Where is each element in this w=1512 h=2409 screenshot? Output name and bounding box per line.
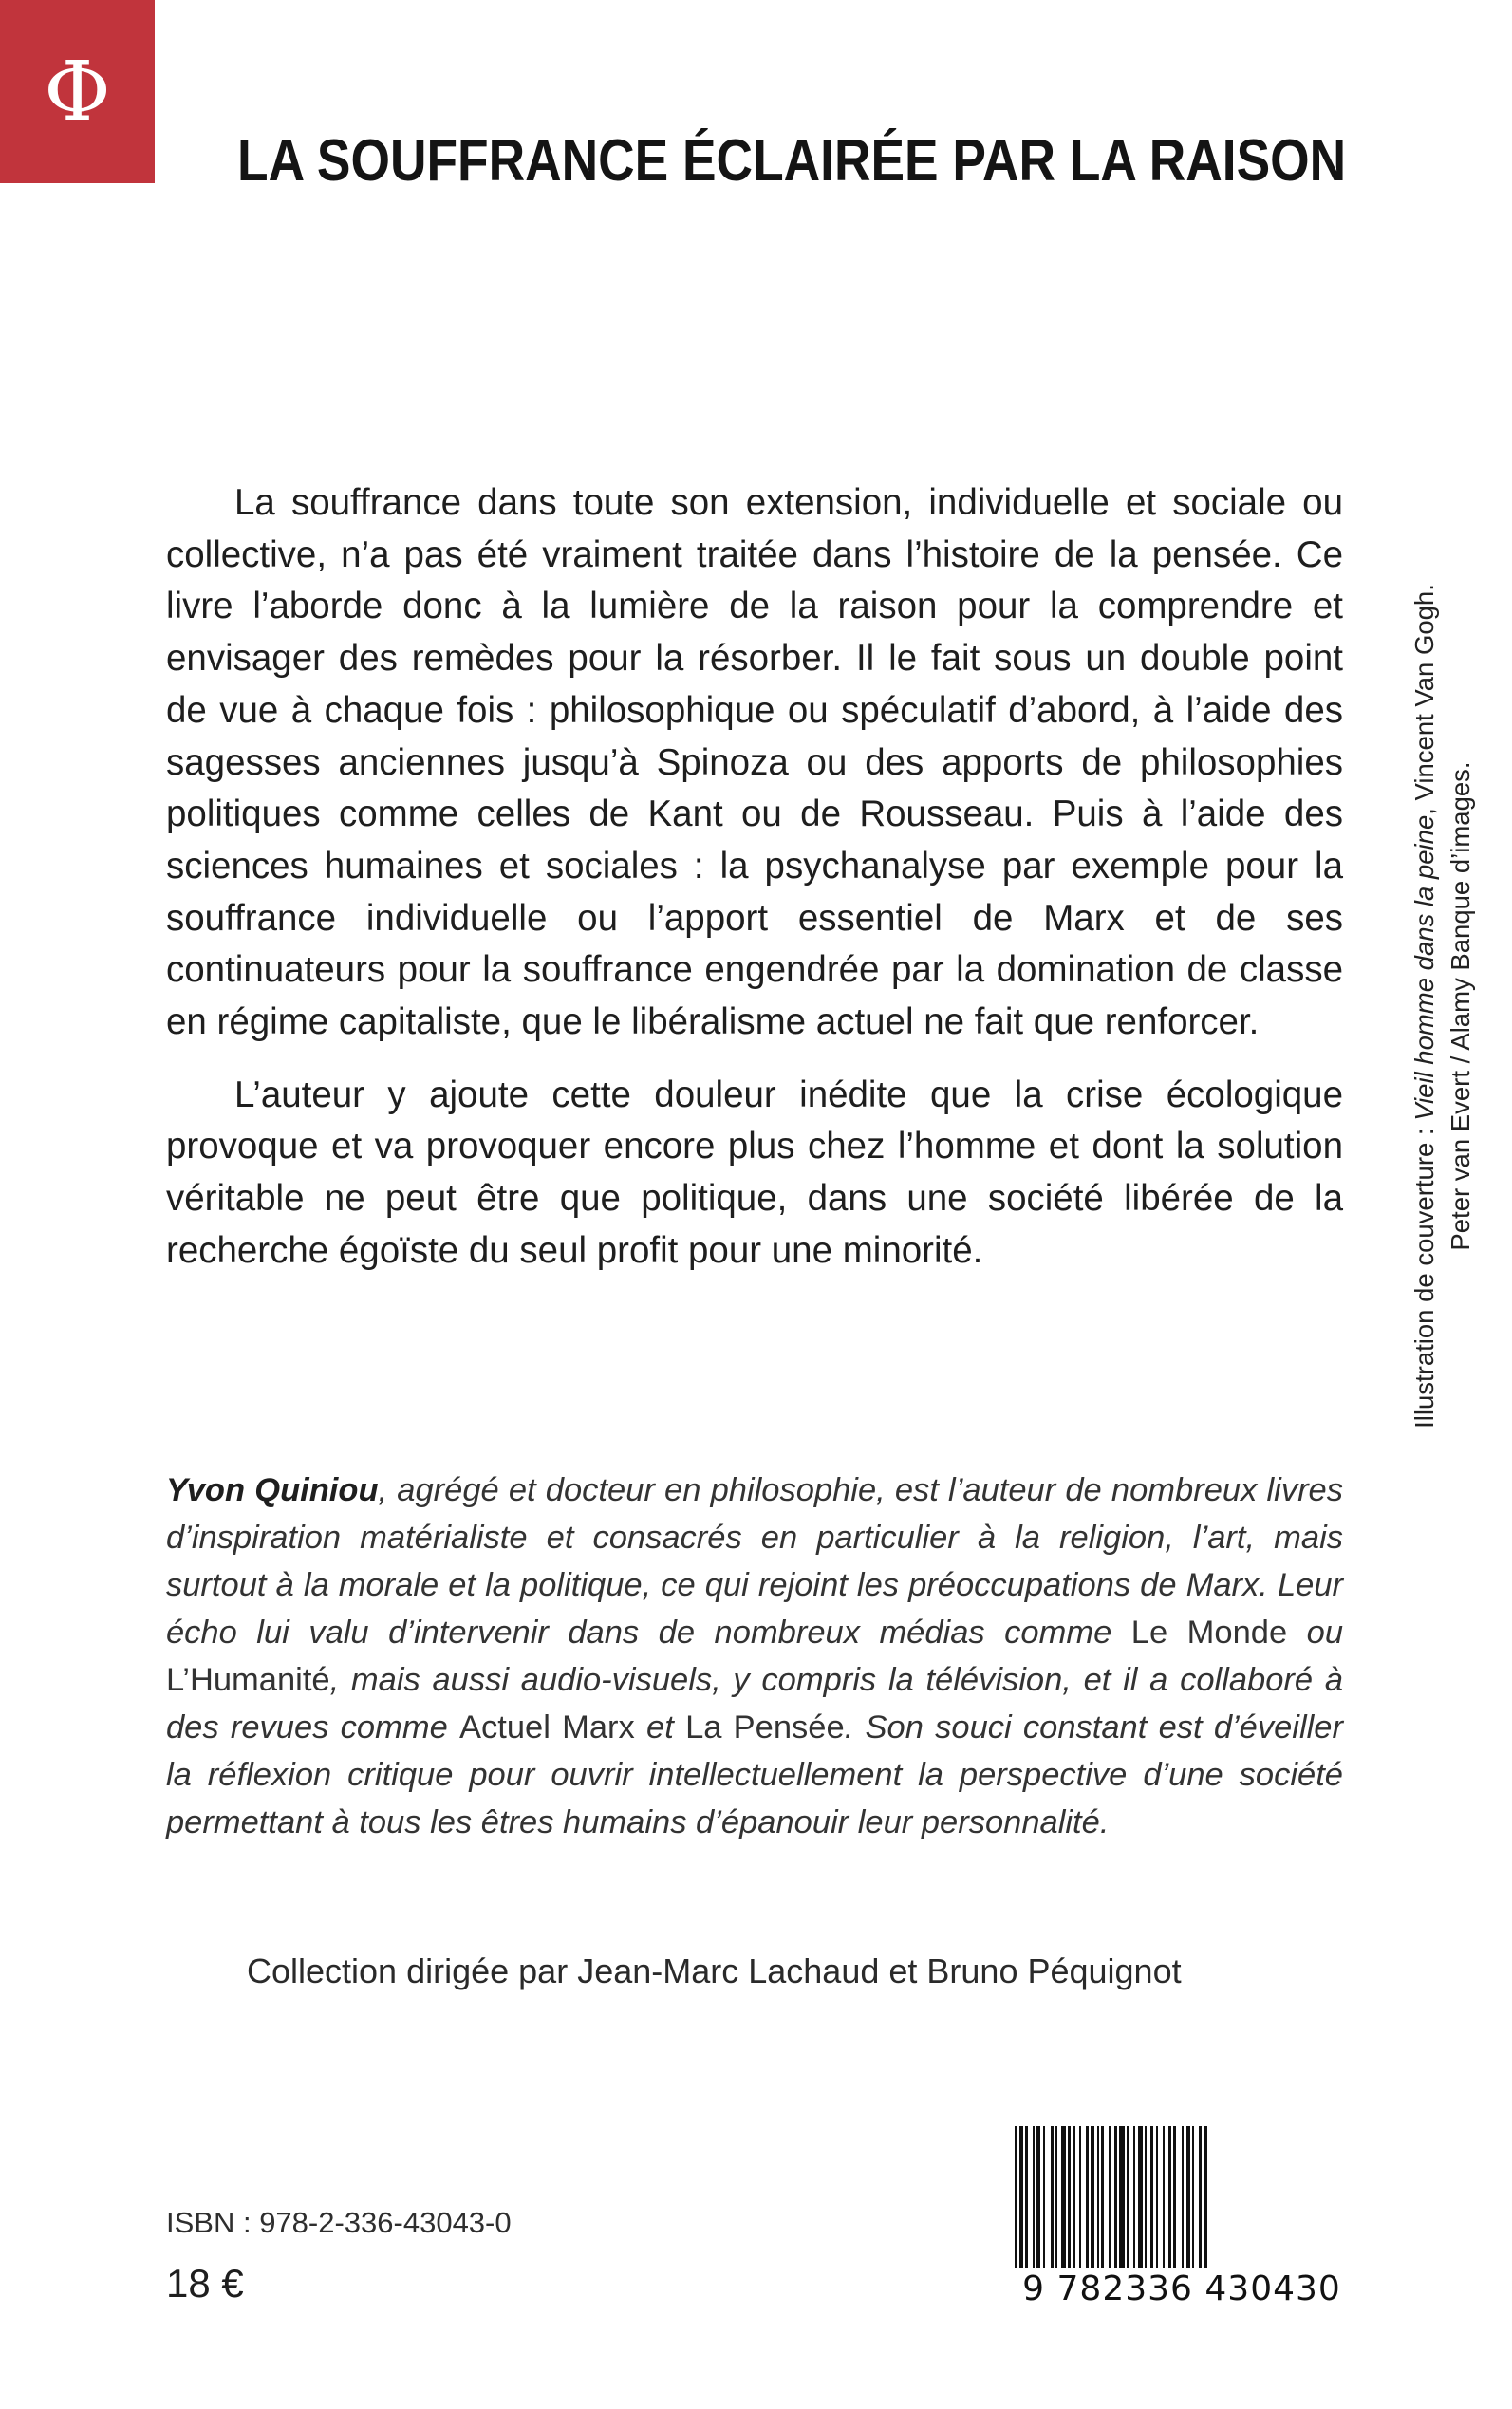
barcode-bar — [1114, 2126, 1117, 2278]
barcode-bar — [1119, 2126, 1125, 2278]
barcode-bar — [1015, 2126, 1017, 2278]
cover-illustration-credit — [1407, 532, 1479, 1481]
journal-name: La Pensée — [685, 1709, 845, 1746]
barcode-bar — [1025, 2126, 1028, 2278]
barcode-bar — [1204, 2126, 1207, 2278]
summary-paragraph: La souffrance dans toute son extension, individuelle et sociale ou collective, n’a pas été vraiment traitée dans l’histoire de la pensée. Ce livre l’aborde donc à la lumière de la raison pour la comprendre et envisager des remèdes pour la résorber. Il le fait sous un double point de vue à chaque fois : philosophique ou spéculatif d’abord, à l’aide des sagesses anciennes jusqu’à Spinoza ou des apports de philosophies politiques comme celles de Kant ou de Rousseau. Puis à l’aide des sciences humaines et sociales : la psychanalyse par exemple pour la souffrance individuelle ou l’apport essentiel de Marx et de ses continuateurs pour la souffrance engendrée par la domination de classe en régime capitaliste, que le libéralisme actuel ne fait que renforcer. — [166, 482, 1343, 1043]
barcode-bar — [1138, 2126, 1143, 2278]
barcode-bar — [1079, 2126, 1081, 2278]
barcode-bar — [1127, 2126, 1129, 2278]
credit-line-1 — [1407, 532, 1443, 1481]
bio-text: , mais aussi audio-visuels, y compris la télévision, et il a collaboré à des revues comme — [166, 1662, 1343, 1746]
barcode-bar — [1061, 2126, 1066, 2278]
isbn: ISBN : 978-2-336-43043-0 — [166, 2206, 512, 2239]
barcode — [1011, 2126, 1353, 2316]
barcode-bar — [1150, 2126, 1153, 2278]
barcode-bar — [1109, 2126, 1111, 2278]
barcode-bar — [1101, 2126, 1104, 2278]
summary-paragraph: L’auteur y ajoute cette douleur inédite que la crise écologique provoque et va provoquer encore plus chez l’homme et dont la solution véritable ne peut être que politique, dans une société libérée de la recherche égoïste du seul profit pour une minorité. — [166, 1074, 1343, 1271]
bio-text: . Son souci constant est d’éveiller la réflexion critique pour ouvrir intellectuellement la perspective d’une société permettant à tous les êtres humains d’épanouir leur personnalité. — [166, 1709, 1343, 1840]
barcode-bar — [1168, 2126, 1171, 2278]
barcode-bar — [1186, 2126, 1190, 2278]
barcode-digits: 9 782336 430430 — [1011, 2268, 1353, 2311]
media-name: Le Monde — [1130, 1615, 1288, 1651]
barcode-bar — [1182, 2126, 1184, 2278]
phi-logo-icon: Φ — [44, 44, 111, 140]
publisher-logo — [0, 0, 155, 183]
barcode-bar — [1192, 2126, 1194, 2278]
barcode-bar — [1033, 2126, 1035, 2278]
artwork-title: Vieil homme dans la peine — [1409, 814, 1439, 1121]
barcode-bar — [1145, 2126, 1147, 2278]
barcode-bar — [1051, 2126, 1054, 2278]
barcode-bar — [1163, 2126, 1165, 2278]
barcode-bar — [1133, 2126, 1135, 2278]
credit-line-2: Peter van Evert / Alamy Banque d’images. — [1446, 761, 1475, 1251]
price: 18 € — [166, 2261, 244, 2306]
barcode-bar — [1073, 2126, 1075, 2278]
barcode-bar — [1173, 2126, 1176, 2278]
credit-prefix: Illustration de couverture : — [1409, 1120, 1439, 1429]
barcode-bar — [1156, 2126, 1158, 2278]
bio-text: ou — [1287, 1615, 1344, 1651]
author-bio — [166, 1466, 1343, 1846]
barcode-bar — [1055, 2126, 1057, 2278]
summary — [166, 477, 1343, 1298]
barcode-bar — [1086, 2126, 1089, 2278]
barcode-bar — [1043, 2126, 1045, 2278]
collection-credit: Collection dirigée par Jean-Marc Lachaud et Bruno Péquignot — [247, 1951, 1182, 1990]
author-name: Yvon Quiniou — [166, 1472, 379, 1508]
barcode-bar — [1199, 2126, 1202, 2278]
book-title: LA SOUFFRANCE ÉCLAIRÉE PAR LA RAISON — [237, 128, 1347, 194]
bio-text: et — [634, 1709, 686, 1746]
journal-name: Actuel Marx — [459, 1709, 635, 1746]
barcode-bar — [1068, 2126, 1071, 2278]
barcode-bar — [1036, 2126, 1040, 2278]
barcode-bar — [1097, 2126, 1099, 2278]
barcode-bars — [1011, 2126, 1353, 2278]
bio-text: , agrégé et docteur en philosophie, est l’auteur de nombreux livres d’inspiration matérialiste et consacrés en particulier à la religion, l’art, mais surtout à la morale et la politique, ce qui rejoint les préoccupations de Marx. Leur écho lui valu d’intervenir dans de nombreux médias comme — [166, 1472, 1343, 1651]
media-name: L’Humanité — [166, 1662, 330, 1698]
barcode-bar — [1019, 2126, 1023, 2278]
credit-suffix: , Vincent Van Gogh. — [1409, 584, 1439, 815]
barcode-bar — [1091, 2126, 1094, 2278]
